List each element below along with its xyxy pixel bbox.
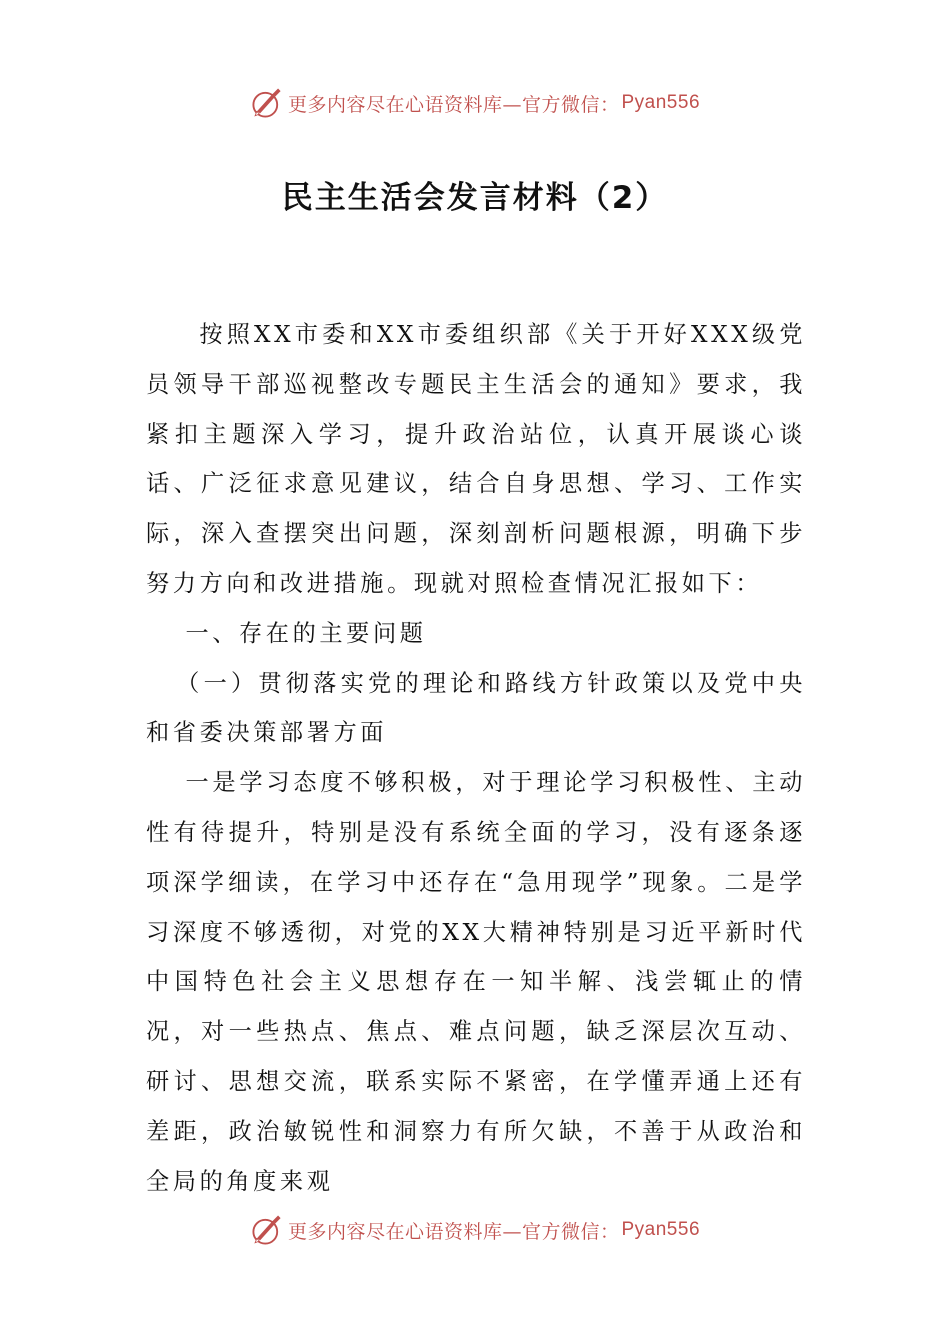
watermark-wechat-id: Pyan556	[621, 1219, 701, 1240]
header-watermark	[0, 83, 950, 123]
document-body	[146, 310, 806, 1206]
paragraph-intro: 按照XX市委和XX市委组织部《关于开好XXX级党员领导干部巡视整改专题民主生活会的通知》要求，我紧扣主题深入学习，提升政治站位，认真开展谈心谈话、广泛征求意见建议，结合自身思想、学习、工作实际，深入查摆突出问题，深刻剖析问题根源，明确下步努力方向和改进措施。现就对照检查情况汇报如下：	[146, 321, 806, 597]
section-heading: 一、存在的主要问题	[185, 619, 427, 647]
pen-logo-icon	[250, 1213, 284, 1247]
subsection-heading: （一）贯彻落实党的理论和路线方针政策以及党中央和省委决策部署方面	[146, 669, 806, 747]
footer-watermark	[0, 1210, 950, 1250]
paragraph-body: 一是学习态度不够积极，对于理论学习积极性、主动性有待提升，特别是没有系统全面的学习，没有逐条逐项深学细读，在学习中还存在“急用现学”现象。二是学习深度不够透彻，对党的XX大精神特别是习近平新时代中国特色社会主义思想存在一知半解、浅尝辄止的情况，对一些热点、焦点、难点问题，缺乏深层次互动、研讨、思想交流，联系实际不紧密，在学懂弄通上还有差距，政治敏锐性和洞察力有所欠缺，不善于从政治和全局的角度来观	[146, 769, 806, 1195]
watermark-wechat-id: Pyan556	[621, 92, 701, 113]
watermark-text: 更多内容尽在心语资料库—官方微信：	[287, 1220, 620, 1243]
pen-logo-icon	[250, 86, 284, 120]
watermark-text: 更多内容尽在心语资料库—官方微信：	[287, 93, 620, 116]
document-title: 民主生活会发言材料（2）	[281, 180, 669, 216]
